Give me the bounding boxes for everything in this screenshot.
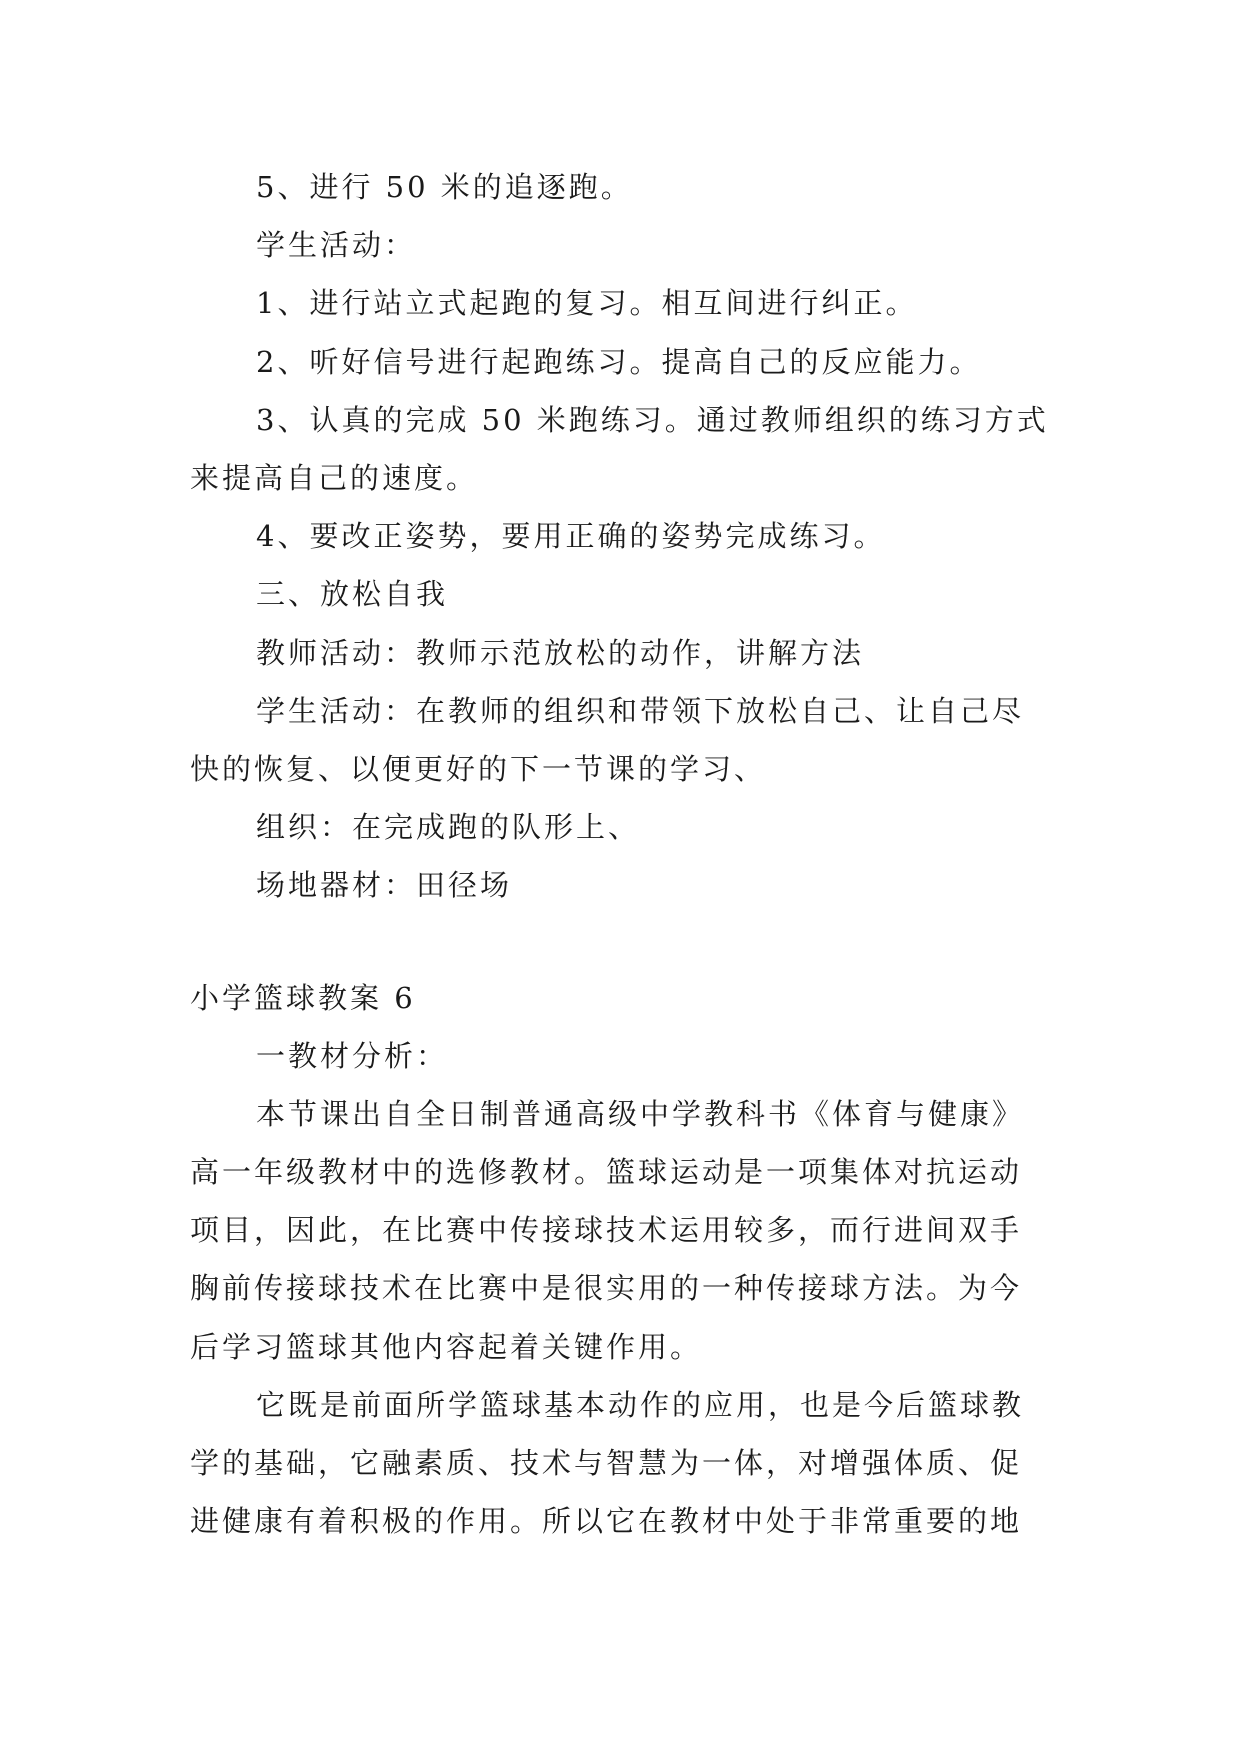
paragraph-line: 后学习篮球其他内容起着关键作用。 — [190, 1330, 703, 1364]
paragraph-line: 4、要改正姿势，要用正确的姿势完成练习。 — [256, 519, 886, 553]
paragraph-line: 快的恢复、以便更好的下一节课的学习、 — [190, 752, 767, 786]
paragraph-line: 3、认真的完成 50 米跑练习。通过教师组织的练习方式 — [256, 403, 1049, 437]
paragraph-line: 学生活动： — [256, 228, 417, 262]
paragraph-line: 一教材分析： — [256, 1039, 449, 1073]
paragraph-line: 组织：在完成跑的队形上、 — [256, 810, 641, 844]
paragraph-line: 高一年级教材中的选修教材。篮球运动是一项集体对抗运动 — [190, 1155, 1023, 1189]
paragraph-line: 三、放松自我 — [256, 577, 449, 611]
paragraph-line: 1、进行站立式起跑的复习。相互间进行纠正。 — [256, 286, 918, 320]
section-title: 小学篮球教案 6 — [190, 981, 416, 1015]
paragraph-line: 学的基础，它融素质、技术与智慧为一体，对增强体质、促 — [190, 1446, 1023, 1480]
paragraph-line: 学生活动：在教师的组织和带领下放松自己、让自己尽 — [256, 694, 1025, 728]
paragraph-line: 本节课出自全日制普通高级中学教科书《体育与健康》 — [256, 1097, 1025, 1131]
paragraph-line: 胸前传接球技术在比赛中是很实用的一种传接球方法。为今 — [190, 1271, 1023, 1305]
paragraph-line: 教师活动：教师示范放松的动作，讲解方法 — [256, 636, 865, 670]
paragraph-line: 2、听好信号进行起跑练习。提高自己的反应能力。 — [256, 345, 982, 379]
paragraph-line: 来提高自己的速度。 — [190, 461, 479, 495]
paragraph-line: 项目，因此，在比赛中传接球技术运用较多，而行进间双手 — [190, 1213, 1023, 1247]
paragraph-line: 5、进行 50 米的追逐跑。 — [256, 170, 633, 204]
paragraph-line: 它既是前面所学篮球基本动作的应用，也是今后篮球教 — [256, 1388, 1025, 1422]
paragraph-line: 场地器材：田径场 — [256, 868, 513, 902]
paragraph-line: 进健康有着积极的作用。所以它在教材中处于非常重要的地 — [190, 1504, 1023, 1538]
